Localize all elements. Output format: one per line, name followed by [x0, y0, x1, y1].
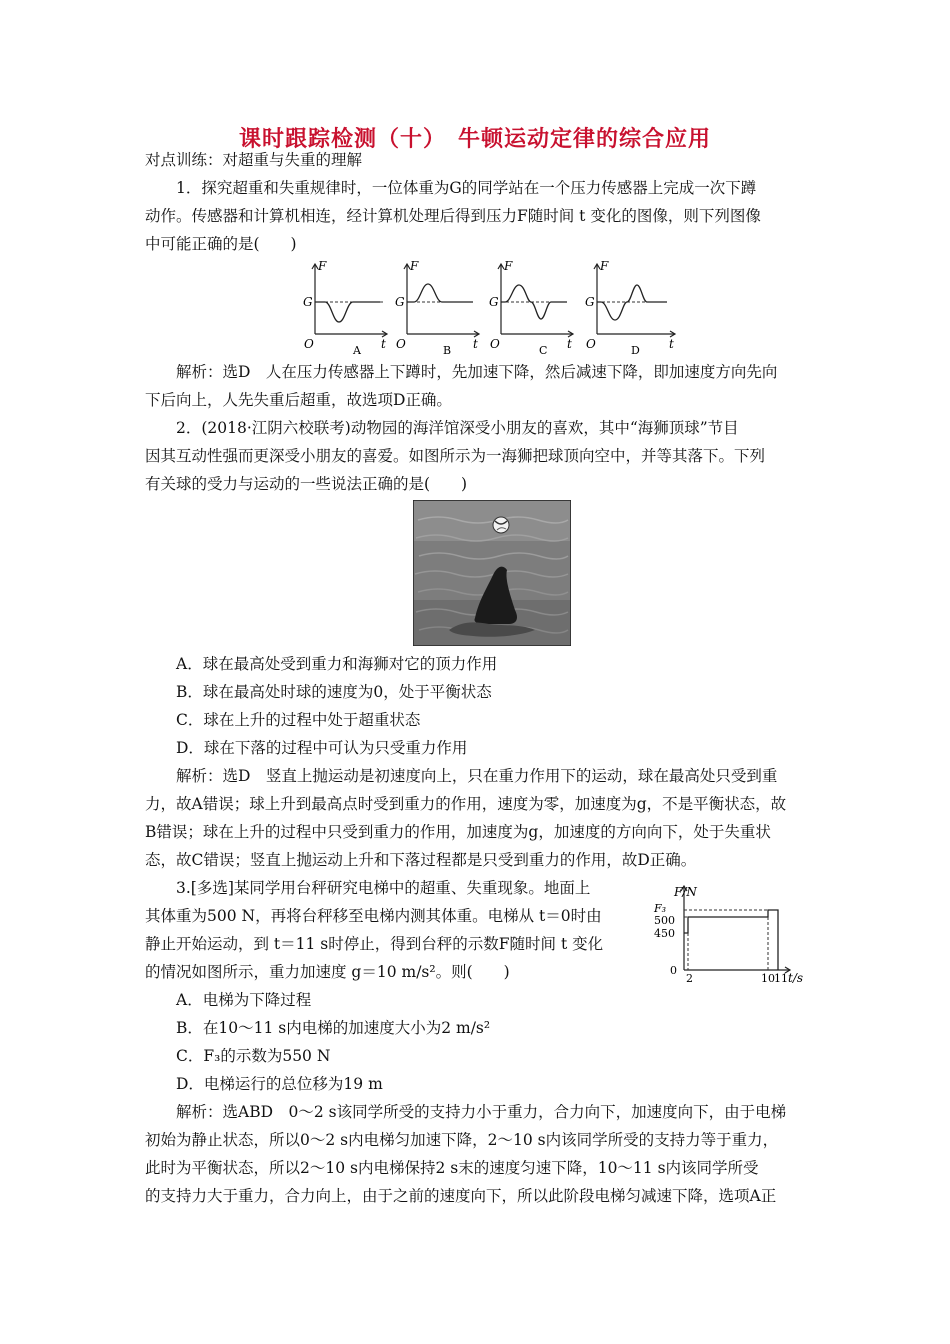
- y-tick-f3: F₃: [654, 902, 667, 915]
- q3-force-time-graph: [640, 880, 820, 988]
- q2-line: 2．(2018·江阴六校联考)动物园的海洋馆深受小朋友的喜欢，其中“海狮顶球”节目: [176, 419, 739, 437]
- q1-answer-line: 解析：选D 人在压力传感器上下蹲时，先加速下降，然后减速下降，即加速度方向先向: [176, 363, 778, 381]
- q1-line: 动作。传感器和计算机相连，经计算机处理后得到压力F随时间 t 变化的图像，则下列图像: [145, 207, 761, 225]
- q3-line: 其体重为500 N，再将台秤移至电梯内测其体重。电梯从 t＝0时由: [145, 907, 602, 925]
- origin-label: O: [396, 337, 406, 351]
- section-heading: 对点训练：对超重与失重的理解: [145, 151, 363, 169]
- origin-label: O: [490, 337, 500, 351]
- level-g-label: G: [303, 295, 313, 309]
- q3-option-d: D．电梯运行的总位移为19 m: [176, 1075, 383, 1093]
- y-tick-500: 500: [654, 914, 675, 927]
- graph-a: [303, 259, 387, 357]
- q1-graphs: [295, 258, 695, 358]
- q2-answer-line: 态，故C错误；竖直上抛运动上升和下落过程都是只受到重力的作用，故D正确。: [145, 851, 697, 869]
- q2-answer-line: 解析：选D 竖直上抛运动是初速度向上，只在重力作用下的运动，球在最高处只受到重: [176, 767, 778, 785]
- q3-answer-line: 的支持力大于重力，合力向上，由于之前的速度向下，所以此阶段电梯匀减速下降，选项A正: [145, 1187, 777, 1205]
- q2-answer-line: 力，故A错误；球上升到最高点时受到重力的作用，速度为零，加速度为g，不是平衡状态，故: [145, 795, 787, 813]
- page-title: 课时跟踪检测（十） 牛顿运动定律的综合应用: [238, 127, 711, 152]
- q2-option-d: D．球在下落的过程中可认为只受重力作用: [176, 739, 468, 757]
- y-tick-0: 0: [670, 964, 677, 977]
- q2-line: 因其互动性强而更深受小朋友的喜爱。如图所示为一海狮把球顶向空中，并等其落下。下列: [145, 447, 766, 465]
- q3-line: 的情况如图所示，重力加速度 g＝10 m/s²。则( ): [145, 963, 510, 981]
- q3-answer-line: 初始为静止状态，所以0～2 s内电梯匀加速下降，2～10 s内该同学所受的支持力等于重力，: [145, 1131, 779, 1149]
- q2-line: 有关球的受力与运动的一些说法正确的是( ): [145, 475, 468, 493]
- axis-f-label: F: [504, 259, 513, 273]
- x-tick-11: 11: [774, 972, 788, 985]
- q3-answer-line: 解析：选ABD 0～2 s该同学所受的支持力小于重力，合力向下，加速度向下，由于电梯: [176, 1103, 787, 1121]
- origin-label: O: [304, 337, 314, 351]
- y-tick-450: 450: [654, 927, 675, 940]
- axis-t-label: t: [669, 337, 674, 351]
- axis-t-label: t: [567, 337, 572, 351]
- q1-line: 中可能正确的是( ): [145, 235, 297, 253]
- graph-label-c: C: [539, 344, 548, 357]
- q3-line: 静止开始运动，到 t＝11 s时停止，得到台秤的示数F随时间 t 变化: [145, 935, 604, 953]
- axis-t-label: t: [473, 337, 478, 351]
- graph-label-a: A: [353, 344, 361, 357]
- axis-f-label: F: [410, 259, 419, 273]
- graph-b: [395, 259, 479, 357]
- axis-f-label: F: [600, 259, 609, 273]
- axis-f-label: F: [318, 259, 327, 273]
- q2-option-a: A．球在最高处受到重力和海狮对它的顶力作用: [176, 655, 498, 673]
- axis-t-label: t: [381, 337, 386, 351]
- sea-lion-photo: [413, 500, 571, 646]
- q2-option-c: C．球在上升的过程中处于超重状态: [176, 711, 421, 729]
- graph-label-b: B: [443, 344, 452, 357]
- q3-answer-line: 此时为平衡状态，所以2～10 s内电梯保持2 s末的速度匀速下降，10～11 s内该同学所受: [145, 1159, 759, 1177]
- q2-answer-line: B错误；球在上升的过程中只受到重力的作用，加速度为g，加速度的方向向下，处于失重状: [145, 823, 771, 841]
- graph-d: [585, 259, 675, 357]
- x-tick-2: 2: [686, 972, 693, 985]
- y-axis-label: F/N: [674, 885, 697, 899]
- x-tick-10: 10: [761, 972, 775, 985]
- q2-option-b: B．球在最高处时球的速度为0，处于平衡状态: [176, 683, 492, 701]
- origin-label: O: [586, 337, 596, 351]
- q3-option-b: B．在10～11 s内电梯的加速度大小为2 m/s²: [176, 1019, 491, 1037]
- graph-c: [489, 259, 573, 357]
- x-axis-label: t/s: [788, 971, 804, 985]
- level-g-label: G: [585, 295, 595, 309]
- q1-line: 1．探究超重和失重规律时，一位体重为G的同学站在一个压力传感器上完成一次下蹲: [176, 179, 757, 197]
- q3-line: 3.[多选]某同学用台秤研究电梯中的超重、失重现象。地面上: [176, 879, 591, 897]
- q1-answer-line: 下后向上，人先失重后超重，故选项D正确。: [145, 391, 452, 409]
- graph-label-d: D: [631, 344, 640, 357]
- level-g-label: G: [395, 295, 405, 309]
- q3-option-a: A．电梯为下降过程: [176, 991, 312, 1009]
- q3-option-c: C．F₃的示数为550 N: [176, 1047, 331, 1065]
- level-g-label: G: [489, 295, 499, 309]
